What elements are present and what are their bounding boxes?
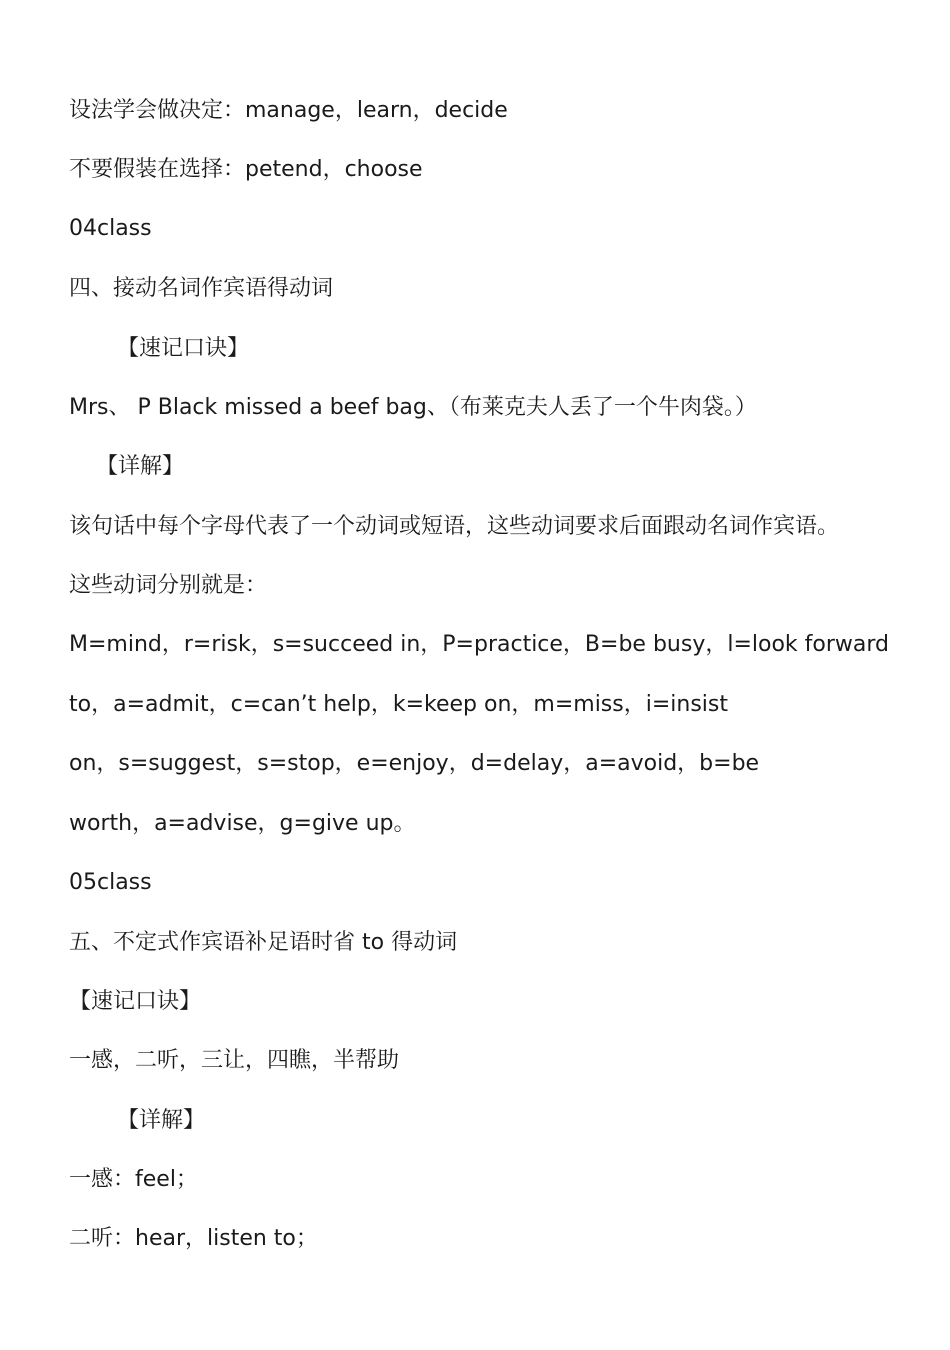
class-label-05: 05class xyxy=(69,870,152,895)
mnemonic-heading-1: 【速记口诀】 xyxy=(117,336,250,361)
verb-list-line-4: worth，a=advise，g=give up。 xyxy=(69,811,416,836)
detail-line-feel: 一感：feel； xyxy=(69,1167,198,1192)
mnemonic-sentence-2: 一感，二听，三让，四瞧，半帮助 xyxy=(69,1048,400,1073)
mnemonic-heading-2: 【速记口诀】 xyxy=(69,989,202,1014)
class-label-04: 04class xyxy=(69,216,152,241)
mnemonic-sentence-1: Mrs、 P Black missed a beef bag、（布莱克夫人丢了一个牛肉袋。） xyxy=(69,395,757,420)
verb-list-line-2: to，a=admit，c=can’t help，k=keep on，m=miss，i=insist xyxy=(69,692,728,717)
explanation-text-2: 这些动词分别就是： xyxy=(69,573,268,598)
explanation-text-1: 该句话中每个字母代表了一个动词或短语，这些动词要求后面跟动名词作宾语。 xyxy=(69,514,840,539)
explanation-heading-2: 【详解】 xyxy=(117,1108,206,1133)
section-heading-4: 四、接动名词作宾语得动词 xyxy=(69,276,334,301)
text-line-decide-verbs: 设法学会做决定：manage，learn，decide xyxy=(69,98,508,123)
section-heading-5: 五、不定式作宾语补足语时省 to 得动词 xyxy=(69,930,458,955)
verb-list-line-3: on，s=suggest，s=stop，e=enjoy，d=delay，a=avoid，b=be xyxy=(69,751,760,776)
verb-list-line-1: M=mind，r=risk，s=succeed in，P=practice，B=be busy，l=look forward xyxy=(69,632,890,657)
detail-line-hear: 二听：hear，listen to； xyxy=(69,1226,318,1251)
text-line-choose-verbs: 不要假装在选择：petend，choose xyxy=(69,157,423,182)
explanation-heading-1: 【详解】 xyxy=(96,454,185,479)
